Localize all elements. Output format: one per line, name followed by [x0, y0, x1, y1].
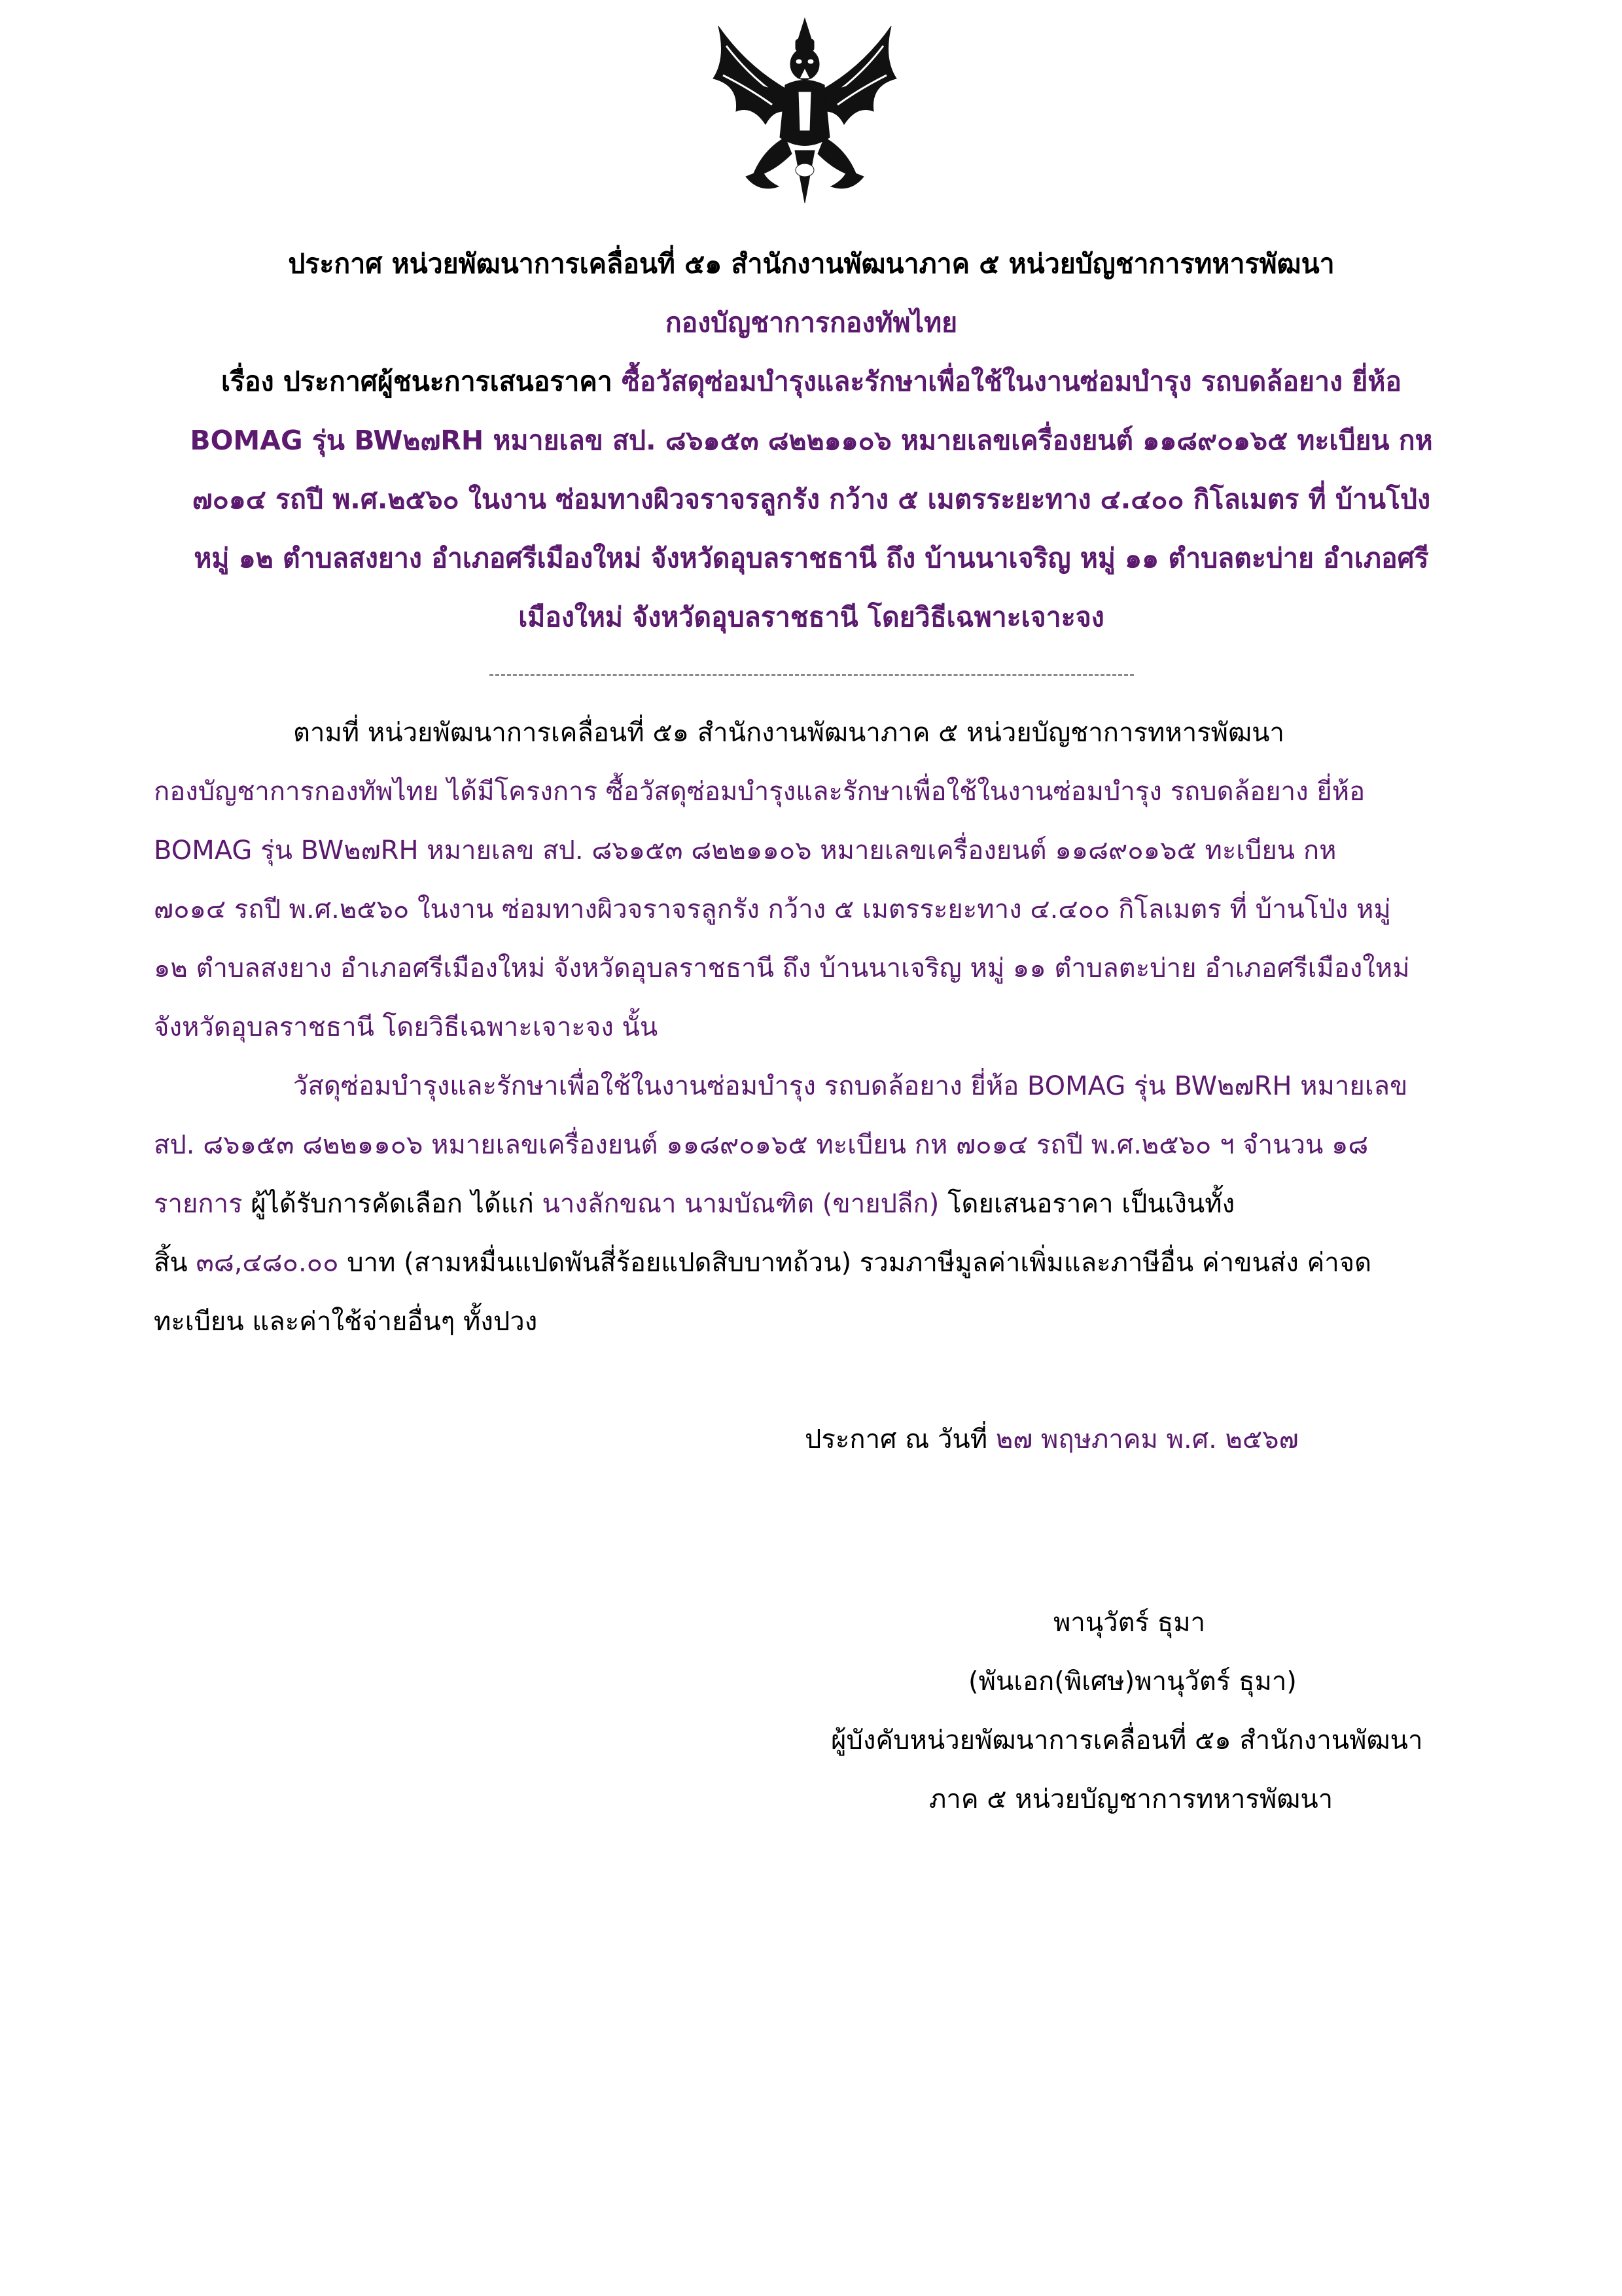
- subject-line-4: หมู่ ๑๒ ตำบลสงยาง อำเภอศรีเมืองใหม่ จังหวัดอุบลราชธานี ถึง บ้านนาเจริญ หมู่ ๑๑ ตำบลตะบ่าย อำเภอศรี: [194, 542, 1429, 574]
- amount-words: บาท (สามหมื่นแปดพันสี่ร้อยแปดสิบบาทถ้วน) รวมภาษีมูลค่าเพิ่มและภาษีอื่น ค่าขนส่ง ค่าจด: [338, 1248, 1372, 1278]
- subject-prefix: เรื่อง ประกาศผู้ชนะการเสนอราคา: [220, 366, 622, 397]
- paragraph-1-line-1: ตามที่ หน่วยพัฒนาการเคลื่อนที่ ๕๑ สำนักงานพัฒนาภาค ๕ หน่วยบัญชาการทหารพัฒนา: [293, 718, 1284, 748]
- paragraph-2-line-2: สป. ๘๖๑๕๓ ๘๒๒๑๑๐๖ หมายเลขเครื่องยนต์ ๑๑๘๙๐๑๖๕ ทะเบียน กห ๗๐๑๔ รถปี พ.ศ.๒๕๖๐ ฯ จำนวน ๑๘: [154, 1130, 1369, 1160]
- garuda-emblem-icon: [700, 13, 909, 209]
- paragraph-1-line-5: ๑๒ ตำบลสงยาง อำเภอศรีเมืองใหม่ จังหวัดอุบลราชธานี ถึง บ้านนาเจริญ หมู่ ๑๑ ตำบลตะบ่าย อำเภอศรีเมืองใหม่: [154, 953, 1410, 983]
- separator-line: [489, 674, 1134, 676]
- paragraph-2-line-5: ทะเบียน และค่าใช้จ่ายอื่นๆ ทั้งปวง: [154, 1307, 538, 1337]
- signatory-position-line-1: ผู้บังคับหน่วยพัฒนาการเคลื่อนที่ ๕๑ สำนักงานพัฒนา: [831, 1725, 1423, 1756]
- announcement-heading-line-1: ประกาศ หน่วยพัฒนาการเคลื่อนที่ ๕๑ สำนักงานพัฒนาภาค ๕ หน่วยบัญชาการทหารพัฒนา: [288, 248, 1335, 279]
- items-word: รายการ: [154, 1189, 243, 1219]
- paragraph-1-line-6: จังหวัดอุบลราชธานี โดยวิธีเฉพาะเจาะจง นั้น: [154, 1012, 658, 1042]
- total-prefix: สิ้น: [154, 1248, 196, 1278]
- subject-line-3: ๗๐๑๔ รถปี พ.ศ.๒๕๖๐ ในงาน ซ่อมทางผิวจราจรลูกรัง กว้าง ๕ เมตรระยะทาง ๔.๔๐๐ กิโลเมตร ที่ บ้านโป่ง: [192, 484, 1431, 515]
- date-value: ๒๗ พฤษภาคม พ.ศ. ๒๕๖๗: [995, 1424, 1299, 1455]
- total-amount: ๓๘,๔๘๐.๐๐: [196, 1248, 339, 1278]
- selected-label: ผู้ได้รับการคัดเลือก ได้แก่: [242, 1189, 542, 1219]
- signatory-full-name: (พันเอก(พิเศษ)พานุวัตร์ ธุมา): [968, 1667, 1297, 1697]
- paragraph-1-line-4: ๗๐๑๔ รถปี พ.ศ.๒๕๖๐ ในงาน ซ่อมทางผิวจราจรลูกรัง กว้าง ๕ เมตรระยะทาง ๔.๔๐๐ กิโลเมตร ที่ บ้านโป่ง หมู่: [154, 894, 1391, 925]
- selected-vendor: นางลักขณา นามบัณฑิต (ขายปลีก): [542, 1189, 940, 1219]
- announcement-date: [805, 1420, 1299, 1459]
- paragraph-1-line-3: BOMAG รุ่น BW๒๗RH หมายเลข สป. ๘๖๑๕๓ ๘๒๒๑๑๐๖ หมายเลขเครื่องยนต์ ๑๑๘๙๐๑๖๕ ทะเบียน กห: [154, 836, 1337, 866]
- paragraph-2-line-3: [154, 1184, 1235, 1224]
- signature-name: พานุวัตร์ ธุมา: [1053, 1608, 1206, 1638]
- subject-line-5: เมืองใหม่ จังหวัดอุบลราชธานี โดยวิธีเฉพาะเจาะจง: [518, 601, 1104, 633]
- signatory-position-line-2: ภาค ๕ หน่วยบัญชาการทหารพัฒนา: [929, 1784, 1333, 1814]
- announcement-heading-line-2: กองบัญชาการกองทัพไทย: [665, 307, 958, 338]
- offer-label: โดยเสนอราคา เป็นเงินทั้ง: [939, 1189, 1235, 1219]
- paragraph-1-line-2: กองบัญชาการกองทัพไทย ได้มีโครงการ ซื้อวัสดุซ่อมบำรุงและรักษาเพื่อใช้ในงานซ่อมบำรุง รถบดล้อยาง ยี่ห้อ: [154, 777, 1366, 807]
- subject-line-1: [118, 359, 1505, 404]
- subject-line-2: BOMAG รุ่น BW๒๗RH หมายเลข สป. ๘๖๑๕๓ ๘๒๒๑๑๐๖ หมายเลขเครื่องยนต์ ๑๑๘๙๐๑๖๕ ทะเบียน กห: [190, 425, 1433, 456]
- paragraph-2-line-4: [154, 1243, 1371, 1282]
- date-label: ประกาศ ณ วันที่: [805, 1424, 996, 1455]
- subject-title: ซื้อวัสดุซ่อมบำรุงและรักษาเพื่อใช้ในงานซ่อมบำรุง รถบดล้อยาง ยี่ห้อ: [622, 366, 1402, 397]
- paragraph-2-line-1: วัสดุซ่อมบำรุงและรักษาเพื่อใช้ในงานซ่อมบำรุง รถบดล้อยาง ยี่ห้อ BOMAG รุ่น BW๒๗RH หมายเลข: [293, 1071, 1408, 1101]
